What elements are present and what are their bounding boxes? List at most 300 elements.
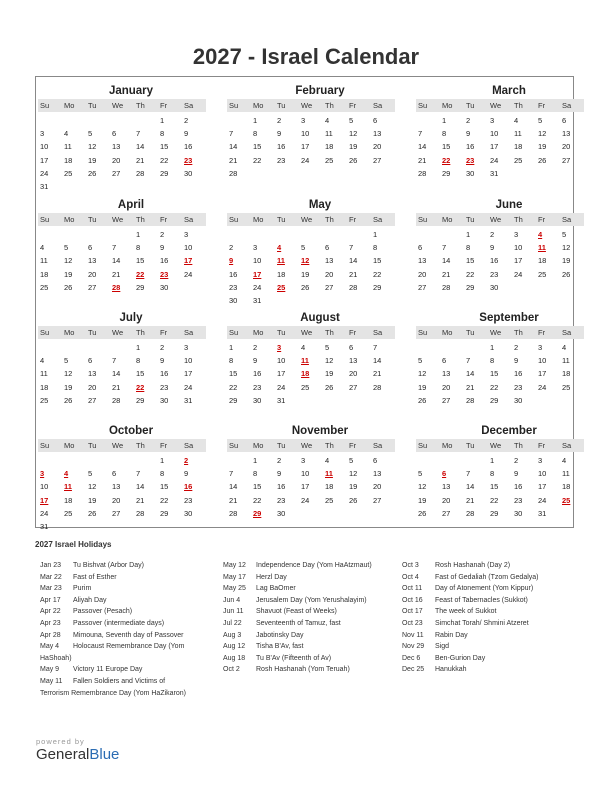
weekday-label: Tu bbox=[88, 441, 97, 450]
holiday-day: 11 bbox=[538, 243, 546, 253]
empty-cell bbox=[227, 114, 251, 127]
day: 11 bbox=[40, 256, 48, 266]
day: 20 bbox=[112, 495, 121, 505]
day: 16 bbox=[160, 369, 169, 379]
holiday-item bbox=[223, 664, 372, 676]
day: 3 bbox=[40, 129, 45, 139]
holiday-name: Herzl Day bbox=[256, 573, 287, 581]
day: 24 bbox=[184, 382, 193, 392]
day: 4 bbox=[514, 116, 519, 125]
day: 1 bbox=[373, 230, 378, 239]
holiday-day: 4 bbox=[538, 230, 543, 239]
day: 22 bbox=[466, 269, 475, 279]
day: 28 bbox=[466, 395, 475, 405]
holiday-day: 12 bbox=[301, 256, 310, 266]
weekday-label: Th bbox=[136, 441, 145, 450]
day: 4 bbox=[325, 116, 330, 125]
day: 30 bbox=[160, 395, 169, 405]
day: 5 bbox=[301, 243, 306, 253]
day: 23 bbox=[490, 269, 499, 279]
month-december bbox=[416, 423, 584, 520]
weekday-header bbox=[227, 326, 395, 339]
day: 25 bbox=[40, 282, 49, 292]
month-may bbox=[227, 197, 395, 307]
holiday-day: 11 bbox=[277, 256, 285, 266]
day-grid bbox=[38, 341, 206, 407]
weekday-label: We bbox=[301, 328, 313, 337]
holiday-date: Jan 23 bbox=[40, 562, 62, 569]
holiday-day: 17 bbox=[253, 269, 262, 279]
day: 24 bbox=[40, 168, 49, 178]
day: 8 bbox=[490, 469, 495, 479]
day: 16 bbox=[277, 482, 286, 492]
holiday-name: Holocaust Remembrance Day (Yom bbox=[73, 643, 185, 651]
day: 15 bbox=[490, 482, 499, 492]
holiday-item bbox=[40, 560, 186, 572]
month-name: May bbox=[308, 199, 332, 211]
weekday-label: Sa bbox=[373, 441, 383, 450]
holiday-item bbox=[223, 653, 372, 665]
day: 26 bbox=[349, 495, 358, 505]
holiday-day: 22 bbox=[136, 269, 145, 279]
empty-cell bbox=[227, 228, 251, 241]
weekday-label: Th bbox=[136, 328, 145, 337]
holiday-day: 25 bbox=[562, 495, 571, 505]
day: 12 bbox=[418, 482, 427, 492]
weekday-label: Fr bbox=[349, 441, 357, 450]
weekday-label: Sa bbox=[562, 328, 572, 337]
day: 20 bbox=[88, 382, 97, 392]
weekday-label: Tu bbox=[466, 215, 475, 224]
holiday-item bbox=[402, 664, 539, 676]
month-name: December bbox=[481, 425, 537, 437]
day: 18 bbox=[562, 369, 571, 379]
day: 15 bbox=[253, 142, 262, 152]
day: 19 bbox=[64, 269, 73, 279]
day: 27 bbox=[373, 495, 382, 505]
day: 26 bbox=[88, 508, 97, 518]
day: 12 bbox=[88, 482, 97, 492]
holiday-date: Mar 22 bbox=[40, 573, 62, 581]
weekday-label: Su bbox=[418, 101, 428, 110]
day: 17 bbox=[301, 142, 310, 152]
weekday-label: Mo bbox=[253, 215, 264, 224]
holiday-item bbox=[402, 641, 539, 653]
holidays-title: 2027 Israel Holidays bbox=[35, 540, 112, 549]
day: 13 bbox=[325, 256, 334, 266]
day-grid bbox=[38, 114, 206, 193]
holiday-day: 9 bbox=[229, 256, 234, 266]
day: 12 bbox=[325, 356, 334, 366]
empty-cell bbox=[299, 228, 323, 241]
day-grid bbox=[227, 454, 395, 520]
holiday-date: May 11 bbox=[40, 677, 63, 685]
day: 5 bbox=[64, 356, 69, 366]
holiday-name: Shavuot (Feast of Weeks) bbox=[256, 608, 337, 616]
day: 18 bbox=[325, 482, 334, 492]
holiday-item bbox=[223, 606, 372, 618]
holiday-date: May 9 bbox=[40, 666, 60, 674]
holiday-name: Victory 11 Europe Day bbox=[73, 666, 143, 674]
day: 30 bbox=[514, 395, 523, 405]
day: 17 bbox=[538, 369, 547, 379]
day-grid bbox=[227, 114, 395, 180]
day: 9 bbox=[514, 356, 519, 366]
holiday-date: Aug 12 bbox=[223, 643, 246, 651]
day: 16 bbox=[277, 142, 286, 152]
day: 14 bbox=[442, 256, 451, 266]
day: 30 bbox=[229, 295, 238, 305]
weekday-label: Th bbox=[325, 441, 334, 450]
weekday-label: Th bbox=[514, 328, 523, 337]
holiday-name: Day of Atonement (Yom Kippur) bbox=[435, 585, 534, 593]
day: 16 bbox=[514, 482, 523, 492]
day: 18 bbox=[64, 155, 73, 165]
holiday-name: Mimouna, Seventh day of Passover bbox=[73, 631, 184, 639]
holiday-item bbox=[40, 606, 186, 618]
day: 15 bbox=[160, 142, 169, 152]
holiday-item bbox=[402, 606, 539, 618]
holiday-date: Oct 16 bbox=[402, 596, 423, 604]
weekday-header bbox=[227, 213, 395, 226]
day: 3 bbox=[184, 230, 189, 239]
day: 8 bbox=[229, 356, 234, 366]
day: 31 bbox=[490, 168, 499, 178]
day: 22 bbox=[160, 495, 169, 505]
day: 8 bbox=[253, 129, 258, 139]
day: 28 bbox=[229, 168, 238, 178]
weekday-label: Su bbox=[40, 441, 50, 450]
day: 23 bbox=[184, 495, 193, 505]
holiday-item bbox=[223, 572, 372, 584]
holiday-name: Seventeenth of Tamuz, fast bbox=[256, 619, 341, 627]
day: 1 bbox=[136, 343, 141, 352]
day: 14 bbox=[136, 482, 145, 492]
day: 12 bbox=[538, 129, 547, 139]
empty-cell bbox=[251, 228, 275, 241]
day: 30 bbox=[184, 508, 193, 518]
day: 13 bbox=[349, 356, 358, 366]
holiday-name: Independence Day (Yom HaAtzmaut) bbox=[256, 562, 372, 569]
day: 6 bbox=[349, 343, 354, 352]
day: 11 bbox=[325, 129, 333, 139]
day: 9 bbox=[466, 129, 471, 139]
holiday-name: Fast of Esther bbox=[73, 573, 117, 581]
day: 2 bbox=[160, 343, 165, 352]
day: 26 bbox=[325, 382, 334, 392]
holiday-day: 17 bbox=[184, 256, 193, 266]
weekday-label: Sa bbox=[562, 441, 572, 450]
day: 7 bbox=[229, 469, 234, 479]
holiday-name: Ben-Gurion Day bbox=[435, 654, 486, 662]
weekday-label: Fr bbox=[160, 101, 168, 110]
day: 8 bbox=[442, 129, 447, 139]
day: 30 bbox=[184, 168, 193, 178]
day: 13 bbox=[562, 129, 571, 139]
day: 14 bbox=[229, 142, 238, 152]
day: 7 bbox=[466, 469, 471, 479]
weekday-label: We bbox=[112, 215, 124, 224]
month-name: September bbox=[479, 312, 539, 324]
day: 13 bbox=[112, 142, 121, 152]
day: 9 bbox=[160, 243, 165, 253]
holiday-day: 3 bbox=[40, 469, 45, 479]
holiday-date: Dec 6 bbox=[402, 654, 421, 662]
day: 11 bbox=[40, 369, 48, 379]
day: 3 bbox=[514, 230, 519, 239]
weekday-header bbox=[38, 99, 206, 112]
month-july bbox=[38, 310, 206, 407]
weekday-label: Mo bbox=[64, 441, 75, 450]
weekday-label: Tu bbox=[88, 328, 97, 337]
day: 14 bbox=[112, 256, 121, 266]
holiday-name: Feast of Tabernacles (Sukkot) bbox=[435, 596, 528, 604]
day: 16 bbox=[490, 256, 499, 266]
day: 4 bbox=[301, 343, 306, 352]
day: 12 bbox=[88, 142, 97, 152]
day: 13 bbox=[112, 482, 121, 492]
day: 1 bbox=[442, 116, 447, 125]
weekday-label: Tu bbox=[466, 328, 475, 337]
day: 2 bbox=[184, 116, 189, 125]
day: 25 bbox=[325, 155, 334, 165]
empty-cell bbox=[86, 454, 110, 467]
day: 7 bbox=[229, 129, 234, 139]
weekday-label: Su bbox=[229, 328, 239, 337]
day: 9 bbox=[277, 469, 282, 479]
weekday-header bbox=[416, 439, 584, 452]
weekday-label: We bbox=[301, 215, 313, 224]
weekday-label: We bbox=[301, 101, 313, 110]
day: 12 bbox=[418, 369, 427, 379]
day: 19 bbox=[418, 495, 427, 505]
holiday-name: Passover (Pesach) bbox=[73, 608, 133, 616]
holiday-day: 28 bbox=[112, 282, 121, 292]
day: 5 bbox=[64, 243, 69, 253]
day: 28 bbox=[229, 508, 238, 518]
day: 10 bbox=[253, 256, 262, 266]
empty-cell bbox=[416, 228, 440, 241]
holiday-date: Apr 28 bbox=[40, 631, 61, 639]
day: 21 bbox=[112, 269, 121, 279]
month-november bbox=[227, 423, 395, 520]
day: 29 bbox=[373, 282, 382, 292]
day: 14 bbox=[112, 369, 121, 379]
day: 18 bbox=[514, 142, 523, 152]
day: 2 bbox=[229, 243, 234, 253]
holiday-item bbox=[223, 618, 372, 630]
weekday-label: Sa bbox=[184, 215, 194, 224]
day: 7 bbox=[136, 129, 141, 139]
month-name: June bbox=[495, 199, 523, 211]
weekday-label: We bbox=[490, 101, 502, 110]
holiday-date: Oct 17 bbox=[402, 608, 423, 616]
day: 1 bbox=[253, 116, 258, 125]
day: 31 bbox=[184, 395, 193, 405]
day: 26 bbox=[301, 282, 310, 292]
day: 14 bbox=[136, 142, 145, 152]
day: 25 bbox=[40, 395, 49, 405]
day: 19 bbox=[325, 369, 334, 379]
day: 21 bbox=[229, 155, 238, 165]
day: 8 bbox=[160, 469, 165, 479]
day: 15 bbox=[160, 482, 169, 492]
holiday-item bbox=[402, 572, 539, 584]
holiday-date: Dec 25 bbox=[402, 666, 425, 674]
holiday-item bbox=[40, 676, 186, 688]
day-grid bbox=[38, 228, 206, 294]
day: 30 bbox=[466, 168, 475, 178]
month-name: July bbox=[119, 312, 143, 324]
holiday-day: 3 bbox=[277, 343, 282, 352]
holiday-date: Oct 23 bbox=[402, 619, 423, 627]
day: 11 bbox=[514, 129, 522, 139]
weekday-label: Su bbox=[418, 328, 428, 337]
day: 19 bbox=[538, 142, 547, 152]
day: 3 bbox=[538, 456, 543, 465]
day: 7 bbox=[112, 243, 117, 253]
day: 2 bbox=[277, 456, 282, 465]
day: 2 bbox=[514, 343, 519, 352]
holiday-name: Lag BaOmer bbox=[256, 585, 296, 593]
day-grid bbox=[38, 454, 206, 533]
holiday-item bbox=[40, 572, 186, 584]
day: 24 bbox=[184, 269, 193, 279]
holiday-date: Apr 22 bbox=[40, 608, 61, 616]
day: 5 bbox=[88, 469, 93, 479]
day: 8 bbox=[253, 469, 258, 479]
holiday-name: Purim bbox=[73, 585, 92, 593]
day: 15 bbox=[466, 256, 475, 266]
day: 6 bbox=[418, 243, 423, 253]
day: 16 bbox=[229, 269, 238, 279]
holiday-column bbox=[223, 560, 372, 676]
day: 21 bbox=[112, 382, 121, 392]
empty-cell bbox=[416, 454, 440, 467]
holiday-item bbox=[223, 641, 372, 653]
day: 18 bbox=[40, 382, 49, 392]
day: 25 bbox=[301, 382, 310, 392]
day: 25 bbox=[538, 269, 547, 279]
empty-cell bbox=[110, 454, 134, 467]
day: 27 bbox=[418, 282, 427, 292]
day: 23 bbox=[277, 495, 286, 505]
weekday-header bbox=[227, 439, 395, 452]
weekday-label: We bbox=[301, 441, 313, 450]
day: 19 bbox=[301, 269, 310, 279]
holiday-item bbox=[223, 595, 372, 607]
month-name: November bbox=[291, 425, 349, 437]
day: 28 bbox=[466, 508, 475, 518]
weekday-label: Mo bbox=[253, 441, 264, 450]
day: 19 bbox=[64, 382, 73, 392]
weekday-label: Th bbox=[514, 441, 523, 450]
weekday-label: We bbox=[490, 215, 502, 224]
day: 4 bbox=[40, 356, 45, 366]
weekday-label: We bbox=[112, 101, 124, 110]
weekday-label: Mo bbox=[442, 328, 453, 337]
day: 5 bbox=[418, 469, 423, 479]
weekday-label: Tu bbox=[88, 101, 97, 110]
month-name: August bbox=[300, 312, 340, 324]
holiday-date: Apr 17 bbox=[40, 596, 61, 604]
month-april bbox=[38, 197, 206, 294]
empty-cell bbox=[347, 228, 371, 241]
month-august bbox=[227, 310, 395, 407]
day: 26 bbox=[64, 395, 73, 405]
day: 6 bbox=[88, 243, 93, 253]
empty-cell bbox=[416, 114, 440, 127]
holiday-date: Nov 29 bbox=[402, 643, 425, 651]
month-name: October bbox=[108, 425, 154, 437]
weekday-label: Fr bbox=[538, 441, 546, 450]
day: 2 bbox=[490, 230, 495, 239]
weekday-label: Th bbox=[325, 101, 334, 110]
day: 17 bbox=[277, 369, 286, 379]
weekday-label: Fr bbox=[349, 215, 357, 224]
day: 28 bbox=[136, 168, 145, 178]
holiday-day: 11 bbox=[301, 356, 309, 366]
day: 24 bbox=[277, 382, 286, 392]
day: 13 bbox=[88, 256, 97, 266]
holiday-item bbox=[40, 595, 186, 607]
day: 10 bbox=[514, 243, 523, 253]
holiday-day: 23 bbox=[184, 155, 193, 165]
day: 3 bbox=[301, 456, 306, 465]
weekday-label: Sa bbox=[184, 441, 194, 450]
empty-cell bbox=[110, 228, 134, 241]
weekday-label: Mo bbox=[253, 101, 264, 110]
holiday-item bbox=[402, 653, 539, 665]
holiday-item bbox=[402, 630, 539, 642]
holiday-day: 11 bbox=[325, 469, 333, 479]
weekday-label: Mo bbox=[442, 441, 453, 450]
weekday-label: Mo bbox=[442, 101, 453, 110]
day: 27 bbox=[112, 508, 121, 518]
day: 23 bbox=[229, 282, 238, 292]
holiday-date: Oct 4 bbox=[402, 573, 419, 581]
day: 21 bbox=[136, 495, 145, 505]
day: 10 bbox=[40, 482, 49, 492]
weekday-label: Fr bbox=[160, 328, 168, 337]
day: 2 bbox=[466, 116, 471, 125]
day: 2 bbox=[277, 116, 282, 125]
day: 17 bbox=[184, 369, 193, 379]
day: 9 bbox=[184, 469, 189, 479]
holiday-name: Aliyah Day bbox=[73, 596, 107, 604]
weekday-label: Su bbox=[418, 441, 428, 450]
day: 16 bbox=[514, 369, 523, 379]
day: 20 bbox=[88, 269, 97, 279]
day: 7 bbox=[112, 356, 117, 366]
holiday-item bbox=[40, 641, 186, 653]
day: 15 bbox=[136, 369, 145, 379]
day: 22 bbox=[373, 269, 382, 279]
holiday-date: Apr 23 bbox=[40, 619, 61, 627]
day: 11 bbox=[64, 142, 72, 152]
month-march bbox=[416, 83, 584, 180]
weekday-label: Th bbox=[325, 215, 334, 224]
day: 22 bbox=[229, 382, 238, 392]
day: 29 bbox=[490, 508, 499, 518]
day: 7 bbox=[442, 243, 447, 253]
holiday-date: Jul 22 bbox=[223, 619, 242, 627]
holiday-column bbox=[40, 560, 186, 699]
day: 18 bbox=[277, 269, 286, 279]
day: 27 bbox=[349, 382, 358, 392]
month-october bbox=[38, 423, 206, 533]
weekday-label: Th bbox=[514, 101, 523, 110]
